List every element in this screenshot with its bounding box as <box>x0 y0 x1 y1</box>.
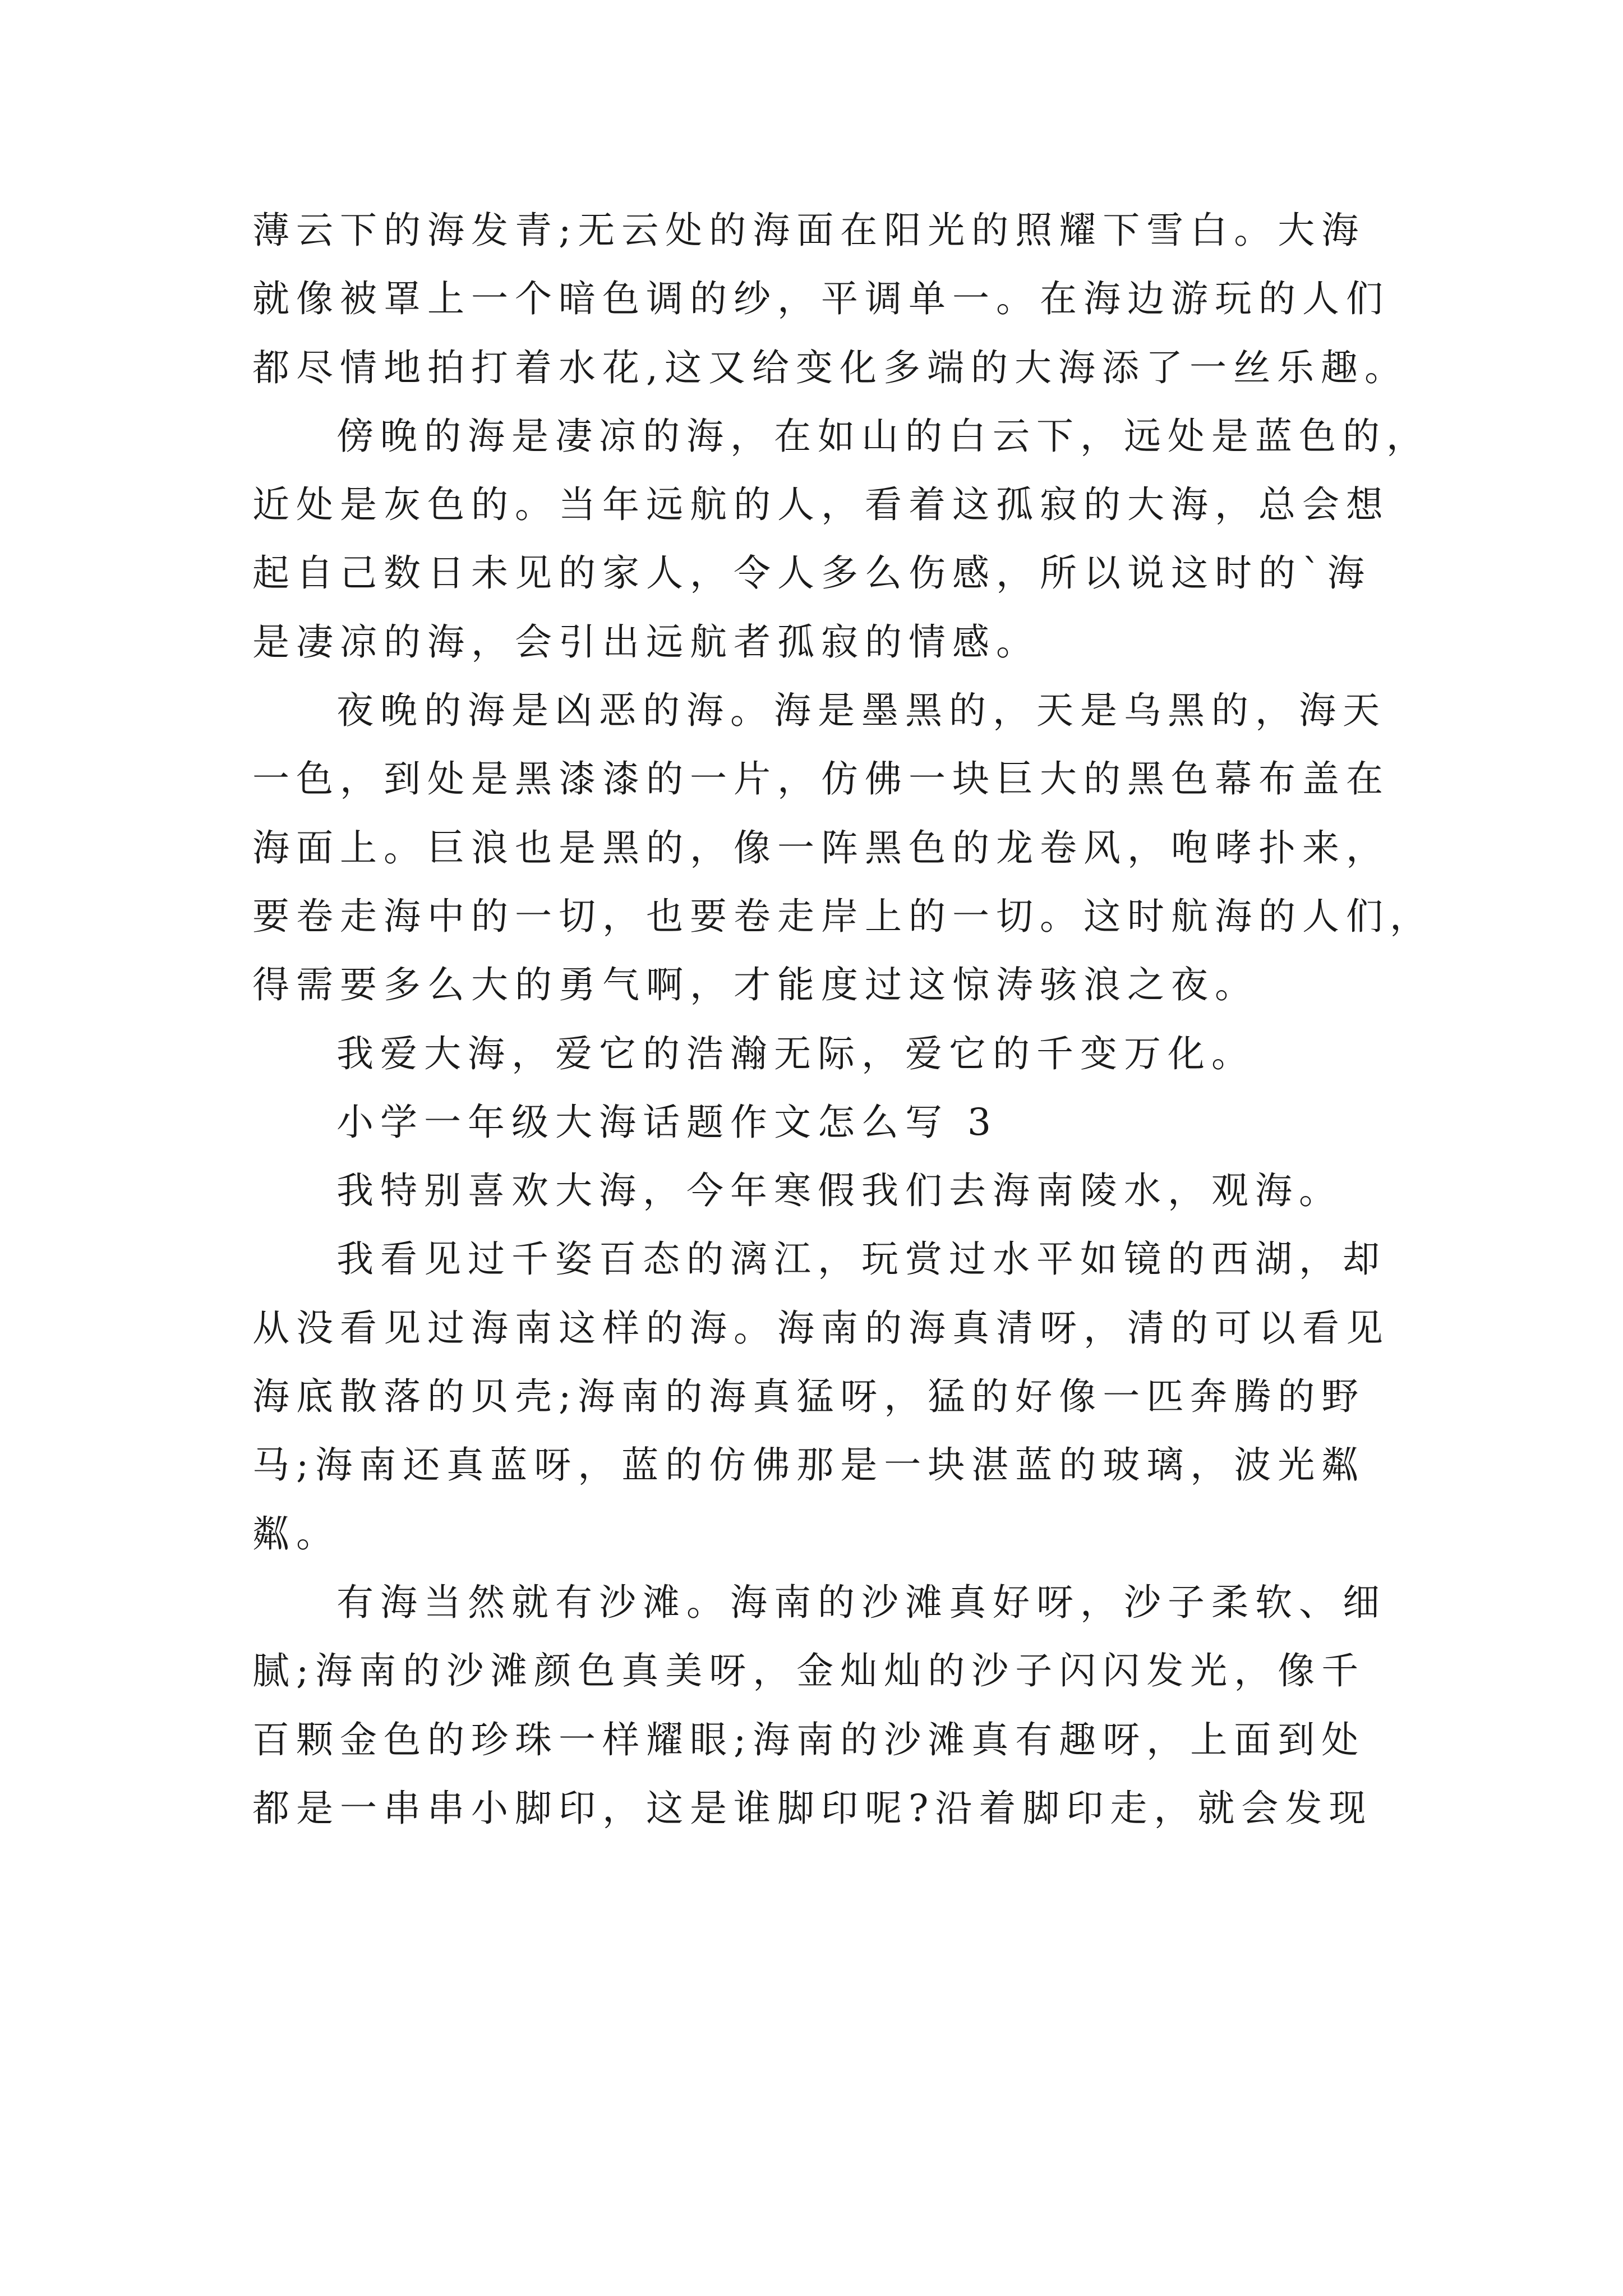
paragraph-start-line: 有海当然就有沙滩。海南的沙滩真好呀，沙子柔软、细 <box>336 1580 1386 1624</box>
text-line: 都是一串串小脚印，这是谁脚印呢?沿着脚印走，就会发现 <box>252 1786 1373 1830</box>
text-line: 得需要多么大的勇气啊，才能度过这惊涛骇浪之夜。 <box>252 963 1258 1007</box>
text-line: 要卷走海中的一切，也要卷走岸上的一切。这时航海的人们， <box>252 894 1433 938</box>
text-line: 腻;海南的沙滩颜色真美呀，金灿灿的沙子闪闪发光，像千 <box>252 1649 1366 1693</box>
text-line: 都尽情地拍打着水花,这又给变化多端的大海添了一丝乐趣。 <box>252 346 1408 389</box>
text-line: 从没看见过海南这样的海。海南的海真清呀，清的可以看见 <box>252 1306 1390 1350</box>
text-line: 粼。 <box>252 1512 340 1556</box>
text-line: 百颗金色的珍珠一样耀眼;海南的沙滩真有趣呀，上面到处 <box>252 1718 1366 1761</box>
text-line: 一色，到处是黑漆漆的一片，仿佛一块巨大的黑色幕布盖在 <box>252 757 1390 801</box>
essay-body <box>252 196 1458 1843</box>
text-line: 近处是灰色的。当年远航的人，看着这孤寂的大海，总会想 <box>252 483 1390 527</box>
text-line: 海面上。巨浪也是黑的，像一阵黑色的龙卷风，咆哮扑来， <box>252 826 1390 869</box>
text-line: 马;海南还真蓝呀，蓝的仿佛那是一块湛蓝的玻璃，波光粼 <box>252 1443 1366 1487</box>
section-heading: 小学一年级大海话题作文怎么写 3 <box>336 1100 998 1144</box>
paragraph-start-line: 我特别喜欢大海，今年寒假我们去海南陵水，观海。 <box>336 1169 1343 1213</box>
paragraph-start-line: 傍晚的海是凄凉的海，在如山的白云下，远处是蓝色的， <box>336 414 1430 458</box>
paragraph-start-line: 夜晚的海是凶恶的海。海是墨黑的，天是乌黑的，海天 <box>336 689 1386 733</box>
text-line: 起自己数日未见的家人，令人多么伤感，所以说这时的`海 <box>252 551 1371 595</box>
text-line: 薄云下的海发青;无云处的海面在阳光的照耀下雪白。大海 <box>252 209 1366 252</box>
text-line: 海底散落的贝壳;海南的海真猛呀，猛的好像一匹奔腾的野 <box>252 1375 1366 1419</box>
paragraph-start-line: 我爱大海，爱它的浩瀚无际，爱它的千变万化。 <box>336 1032 1255 1075</box>
paragraph-start-line: 我看见过千姿百态的漓江，玩赏过水平如镜的西湖，却 <box>336 1237 1386 1281</box>
text-line: 就像被罩上一个暗色调的纱，平调单一。在海边游玩的人们 <box>252 277 1390 321</box>
text-line: 是凄凉的海，会引出远航者孤寂的情感。 <box>252 620 1040 664</box>
